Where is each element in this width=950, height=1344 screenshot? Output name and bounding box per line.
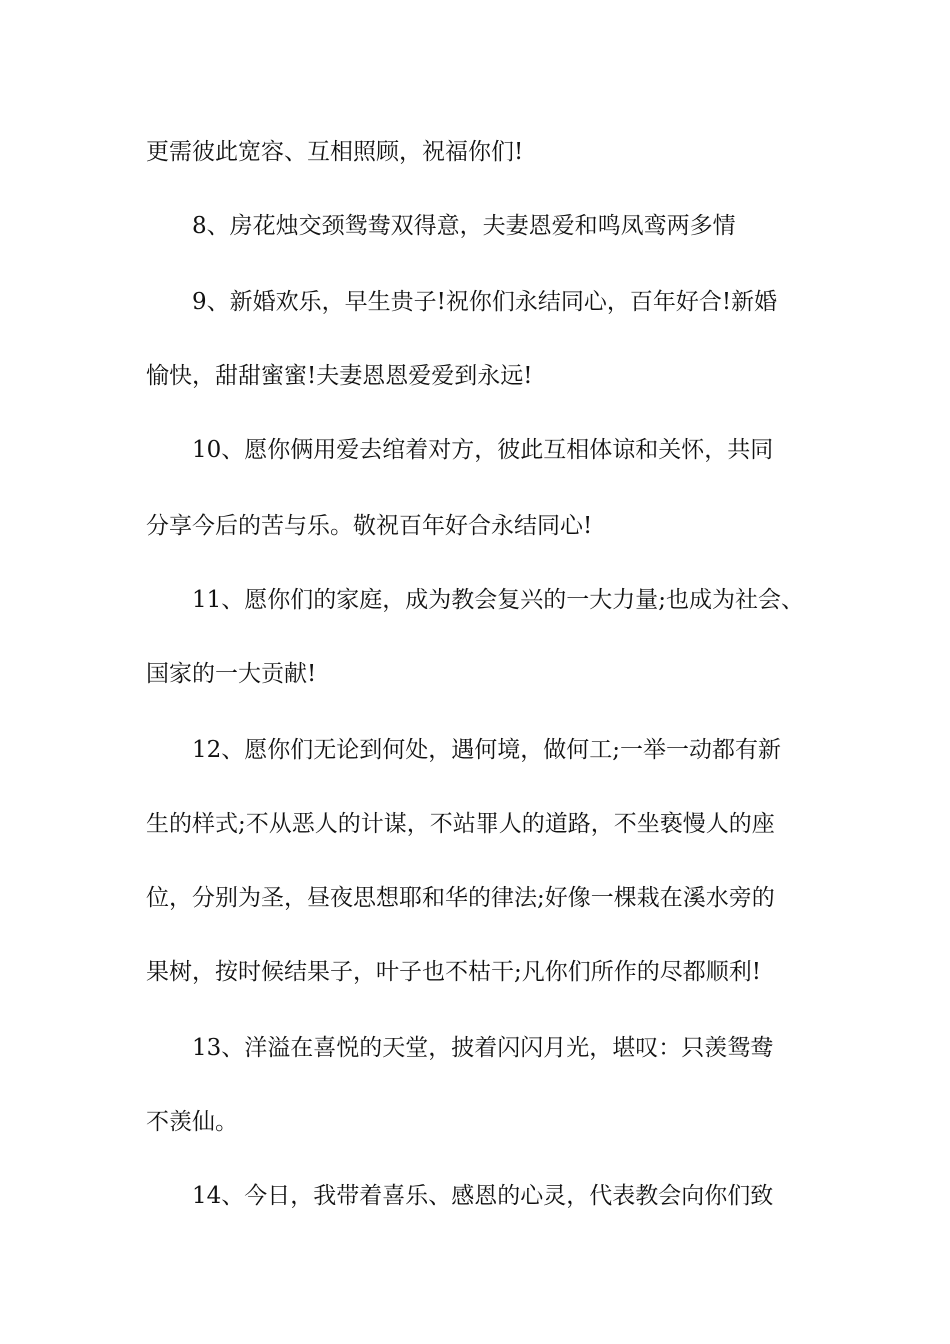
text-line-1: 更需彼此宽容、互相照顾，祝福你们! xyxy=(146,139,524,165)
text-line-12: 果树，按时候结果子，叶子也不枯干;凡你们所作的尽都顺利! xyxy=(146,959,761,985)
text-line-10: 生的样式;不从恶人的计谋，不站罪人的道路，不坐亵慢人的座 xyxy=(146,811,775,837)
text-line-7: 11、愿你们的家庭，成为教会复兴的一大力量;也成为社会、 xyxy=(192,587,805,613)
text-line-14: 不羡仙。 xyxy=(146,1109,238,1135)
text-line-2: 8、房花烛交颈鸳鸯双得意，夫妻恩爱和鸣凤鸾两多情 xyxy=(192,213,736,239)
text-line-15: 14、今日，我带着喜乐、感恩的心灵，代表教会向你们致 xyxy=(192,1183,774,1209)
text-line-3: 9、新婚欢乐，早生贵子!祝你们永结同心，百年好合!新婚 xyxy=(192,289,778,315)
text-line-8: 国家的一大贡献! xyxy=(146,661,317,687)
text-line-11: 位，分别为圣，昼夜思想耶和华的律法;好像一棵栽在溪水旁的 xyxy=(146,885,775,911)
text-line-9: 12、愿你们无论到何处，遇何境，做何工;一举一动都有新 xyxy=(192,737,782,763)
text-line-5: 10、愿你俩用爱去绾着对方，彼此互相体谅和关怀，共同 xyxy=(192,437,774,463)
text-line-4: 愉快，甜甜蜜蜜!夫妻恩恩爱爱到永远! xyxy=(146,363,533,389)
text-line-6: 分享今后的苦与乐。敬祝百年好合永结同心! xyxy=(146,513,593,539)
text-line-13: 13、洋溢在喜悦的天堂，披着闪闪月光，堪叹：只羡鸳鸯 xyxy=(192,1035,774,1061)
